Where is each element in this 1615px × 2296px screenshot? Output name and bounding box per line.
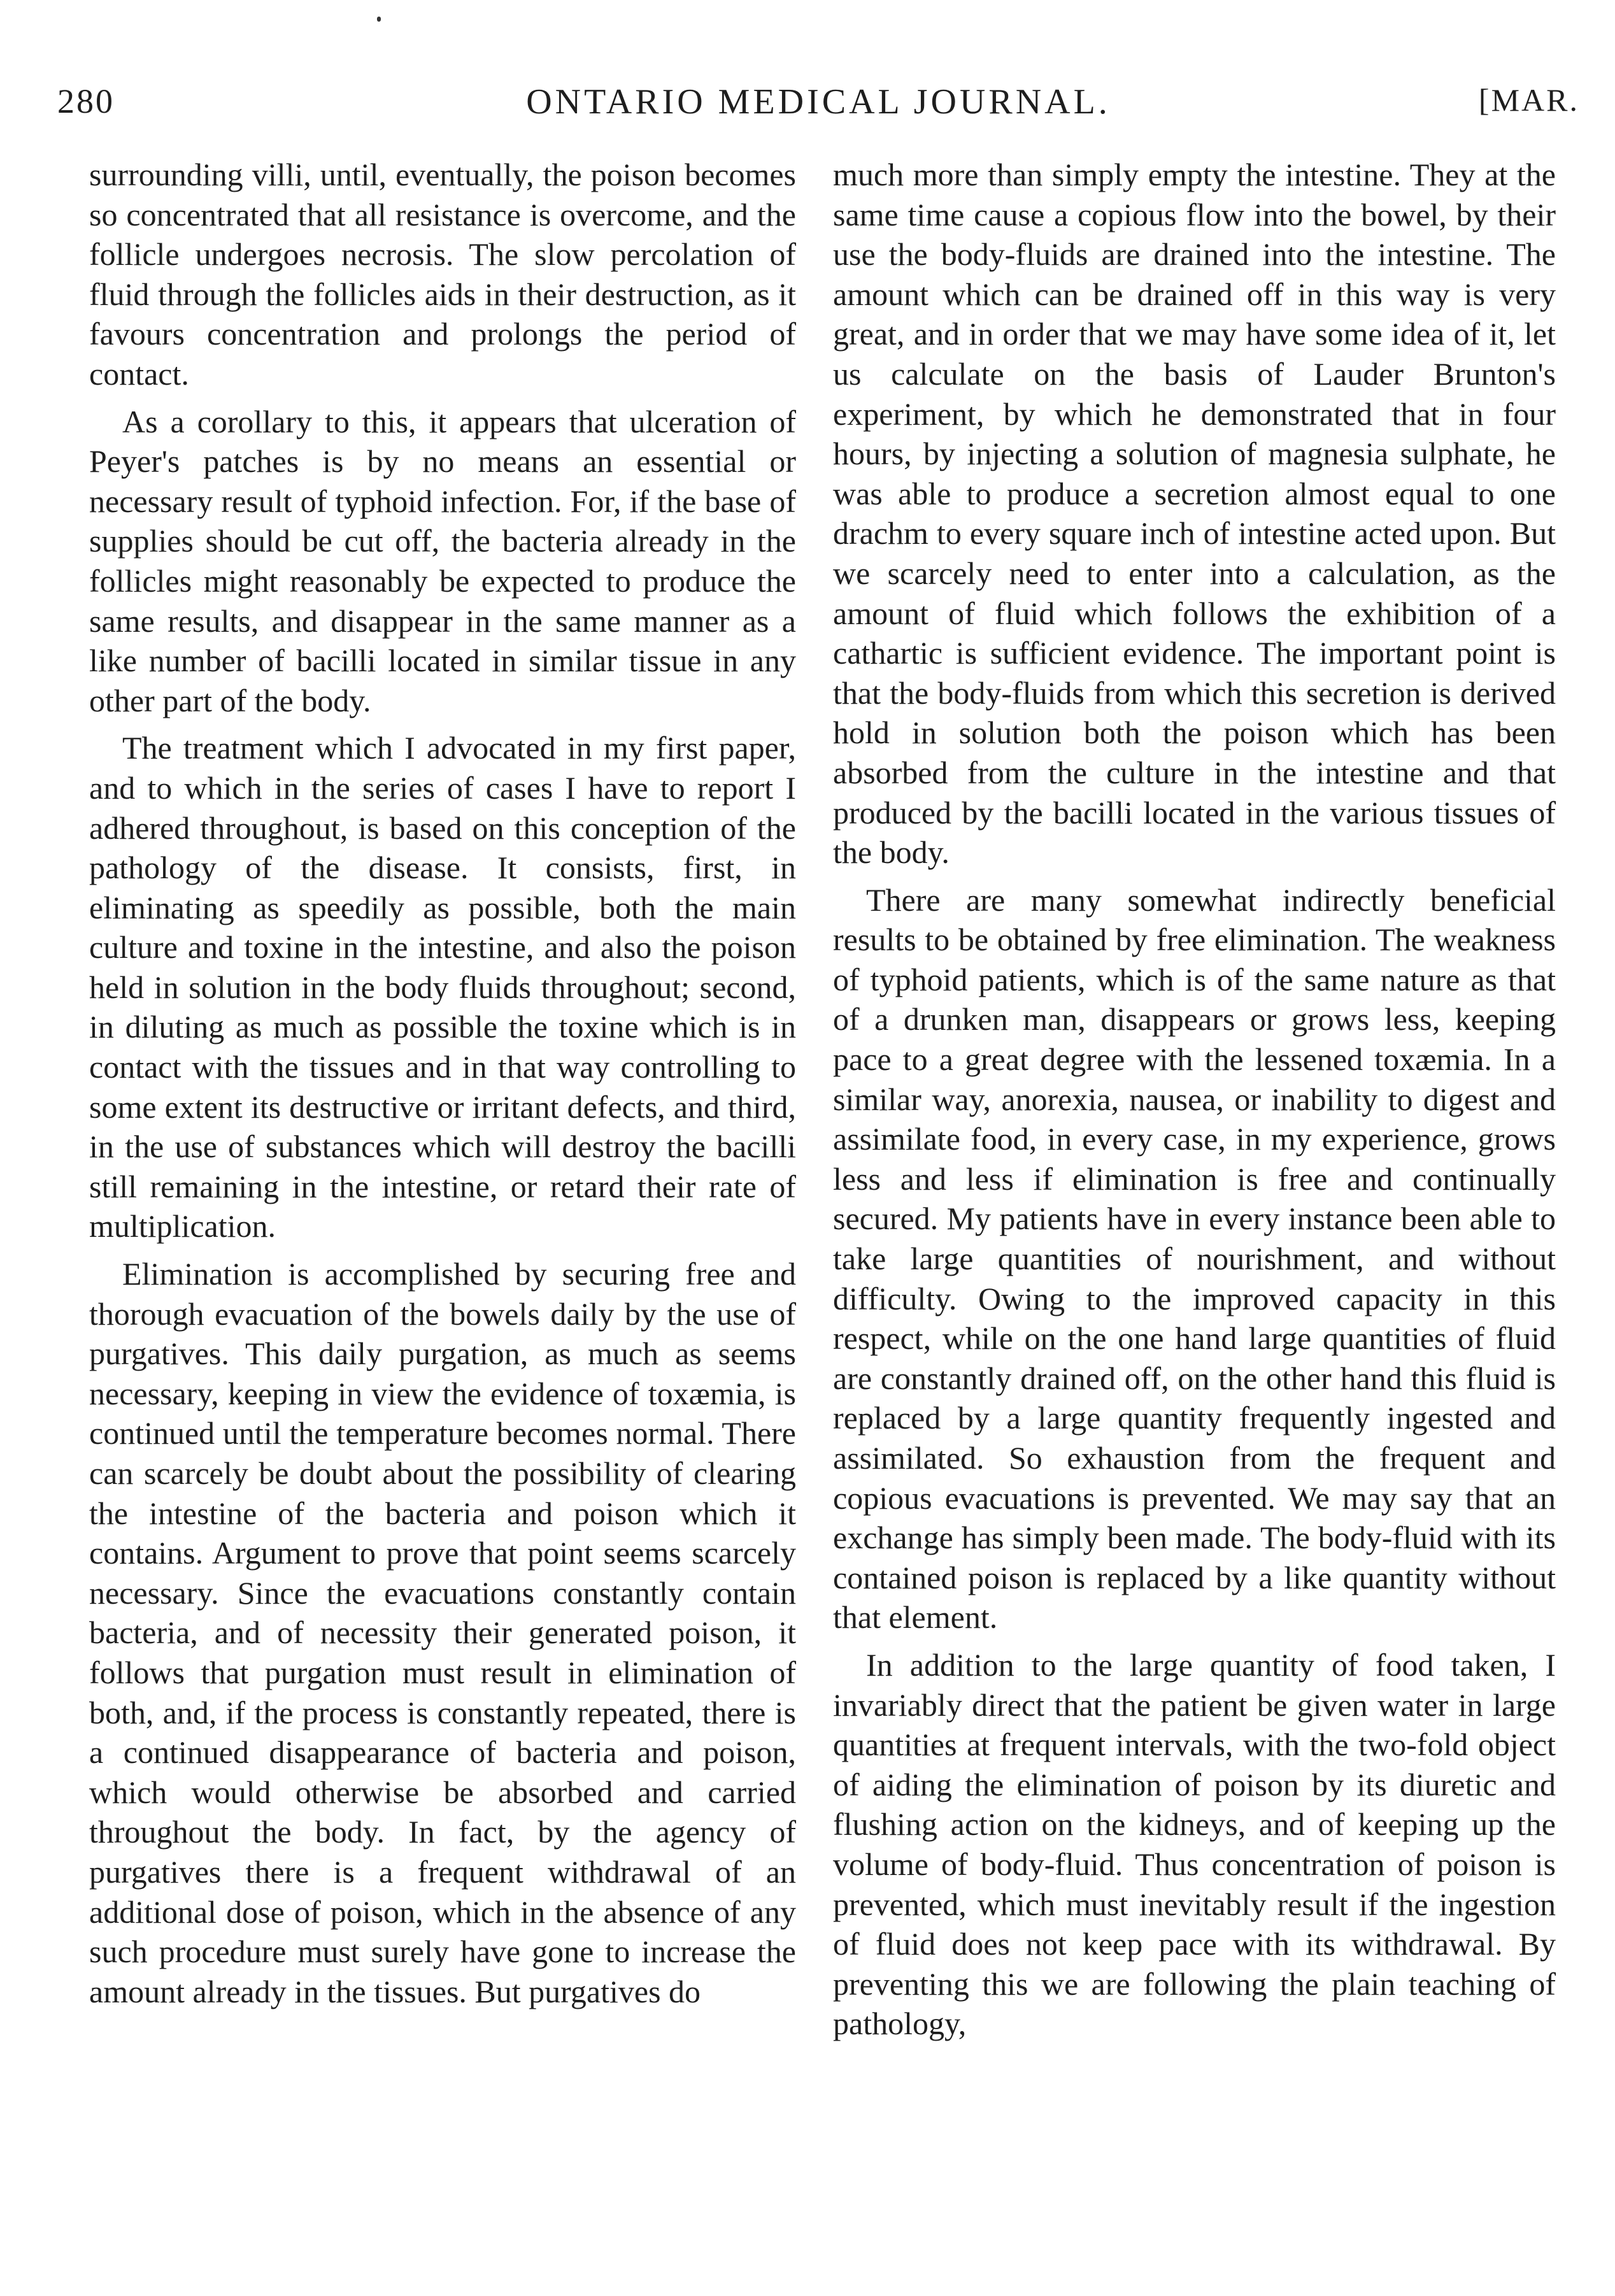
paragraph: In addition to the large quantity of food taken, I invariably direct that the patient be given water in large quantities at frequent intervals, with the two-fold object of aiding the elimination of poison by its diuretic and flushing action on the kidneys, and of keeping up the volume of body-fluid. Thus concentration of poison is prevented, which must inevitably result if the ingestion of fluid does not keep pace with its withdrawal. By preventing this we are following the plain teaching of pathology, [833, 1646, 1556, 2042]
right-column [833, 155, 1556, 2044]
paragraph: surrounding villi, until, eventually, the poison becomes so concentrated that all resistance is overcome, and the follicle undergoes necrosis. The slow percolation of fluid through the follicles aids in their destruction, as it favours concentration and prolongs the period of contact. [89, 157, 796, 392]
running-header [57, 82, 1579, 132]
page-number: 280 [57, 82, 115, 120]
paragraph: The treatment which I advocated in my first paper, and to which in the series of cases I have to report I adhered throughout, is based on this conception of the pathology of the disease. It consists, first, in eliminating as speedily as possible, both the main culture and toxine in the intestine, and also the poison held in solution in the body fluids throughout; second, in diluting as much as possible the toxine which is in contact with the tissues and in that way controlling to some extent its destructive or irritant defects, and third, in the use of substances which will destroy the bacilli still remaining in the intestine, or retard their rate of multiplication. [89, 730, 796, 1244]
paragraph: much more than simply empty the intestine. They at the same time cause a copious flow into the bowel, by their use the body-fluids are drained into the intestine. The amount which can be drained off in this way is very great, and in order that we may have some idea of it, let us calculate on the basis of Lauder Brunton's experiment, by which he demonstrated that in four hours, by injecting a solution of magnesia sulphate, he was able to produce a secretion almost equal to one drachm to every square inch of intestine acted upon. But we scarcely need to enter into a calculation, as the amount of fluid which follows the exhibition of a cathartic is sufficient evidence. The important point is that the body-fluids from which this secretion is derived hold in solution both the poison which has been absorbed from the culture in the intestine and that produced by the bacilli located in the various tissues of the body. [833, 157, 1556, 871]
left-column [89, 155, 796, 2011]
print-speck [377, 17, 381, 22]
paragraph: As a corollary to this, it appears that ulceration of Peyer's patches is by no means an essential or necessary result of typhoid infection. For, if the base of supplies should be cut off, the bacteria already in the follicles might reasonably be expected to produce the same results, and disappear in the same manner as a like number of bacilli located in similar tissue in any other part of the body. [89, 403, 796, 718]
paragraph: Elimination is accomplished by securing free and thorough evacuation of the bowels daily by the use of purgatives. This daily purgation, as much as seems necessary, keeping in view the evidence of toxæmia, is continued until the temperature becomes normal. There can scarcely be doubt about the possibility of clearing the intestine of the bacteria and poison which it contains. Argument to prove that point seems scarcely necessary. Since the evacuations constantly contain bacteria, and of necessity their generated poison, it follows that purgation must result in elimination of both, and, if the process is constantly repeated, there is a continued disappearance of bacteria and poison, which would otherwise be absorbed and carried throughout the body. In fact, by the agency of purgatives there is a frequent withdrawal of an additional dose of poison, which in the absence of any such procedure must surely have gone to increase the amount already in the tissues. But purgatives do [89, 1256, 796, 2009]
journal-title: ONTARIO MEDICAL JOURNAL. [526, 82, 1111, 122]
paragraph: There are many somewhat indirectly beneficial results to be obtained by free elimination. The weakness of typhoid patients, which is of the same nature as that of a drunken man, disappears or grows less, keeping pace to a great degree with the lessened toxæmia. In a similar way, anorexia, nausea, or inability to digest and assimilate food, in every case, in my experience, grows less and less if elimination is free and continually secured. My patients have in every instance been able to take large quantities of nourishment, and without difficulty. Owing to the improved capacity in this respect, while on the one hand large quantities of fluid are constantly drained off, on the other hand this fluid is replaced by a large quantity frequently ingested and assimilated. So exhaustion from the frequent and copious evacuations is prevented. We may say that an exchange has simply been made. The body-fluid with its contained poison is replaced by a like quantity without that element. [833, 881, 1556, 1636]
issue-month: [MAR. [1478, 82, 1579, 118]
